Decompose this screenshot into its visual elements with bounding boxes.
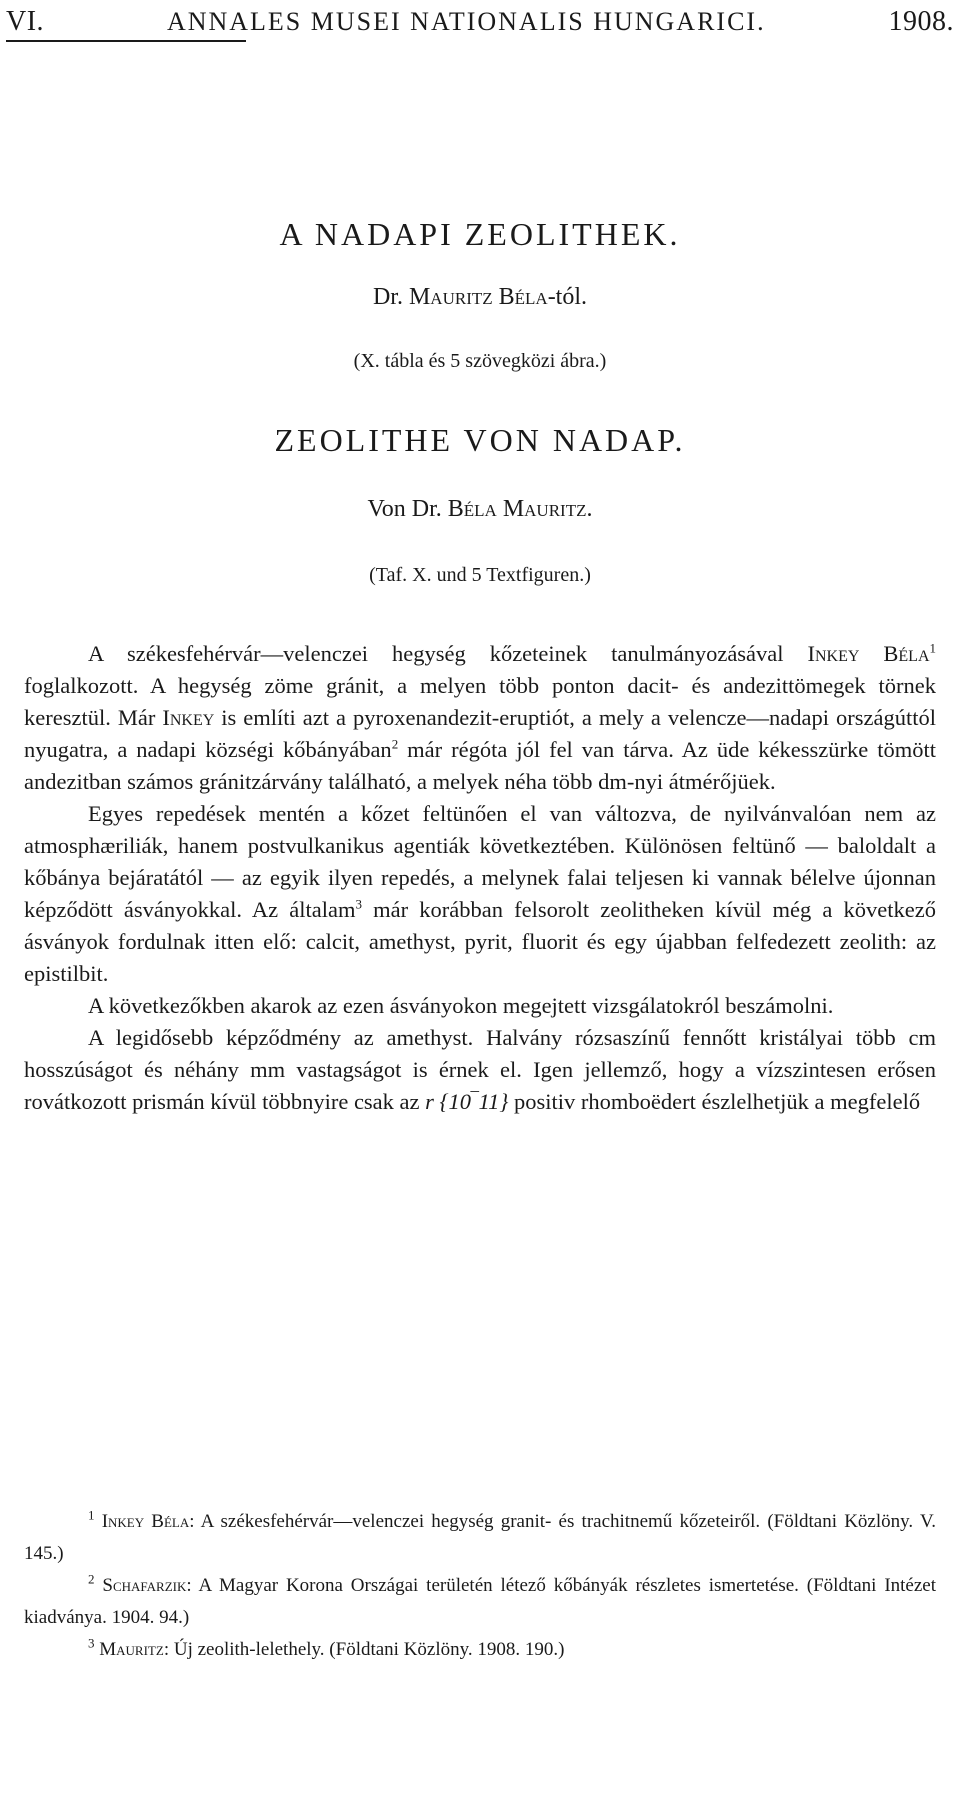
author-name-de: Béla Mauritz. <box>447 496 593 522</box>
year: 1908. <box>888 6 954 37</box>
author-prefix-hu: Dr. <box>372 284 403 310</box>
footnote: $^2$ Schafarzik: A Magyar Korona Országai területén létező kőbányák részletes ismertetése. (Földtani Intézet kiadványa. 1904. 94.) <box>24 1571 937 1628</box>
footnote: $^1$ Inkey Béla: A székesfehérvár—velenczei hegység granit- és trachitnemű kőzeteiről. (Földtani Közlöny. V. 145.) <box>24 1507 936 1564</box>
plate-note-de: (Taf. X. und 5 Textfiguren.) <box>369 564 591 586</box>
article-title-de: ZEOLITHE VON NADAP. <box>274 422 686 458</box>
footnotes <box>24 1506 936 1666</box>
footnote-ref: 2 <box>391 736 399 752</box>
paragraph: A legidősebb képződmény az amethyst. Halvány rózsaszínű fennőtt kristályai több cm hosszúságot és néhány mm vastagságot is érnek el. Igen jellemző, hogy a vízszintesen erősen rovátkozott prismán kívül többnyire csak az r {10‾11} positiv rhomboëdert észlelhetjük a megfelelő <box>24 1025 936 1114</box>
plate-note-hu: (X. tábla és 5 szövegközi ábra.) <box>353 350 607 372</box>
journal-title: ANNALES MUSEI NATIONALIS HUNGARICI. <box>166 7 766 36</box>
author-line-de <box>0 496 960 523</box>
author-line-hu <box>0 284 960 311</box>
author-reference: Inkey Béla <box>807 641 930 666</box>
author-prefix-de: Von Dr. <box>367 496 442 522</box>
article-title-hu: A NADAPI ZEOLITHEK. <box>279 216 681 252</box>
paragraph: Egyes repedések mentén a kőzet feltünően el van változva, de nyilvánvalóan nem az atmosphæriliák, hanem postvulkanikus agentiák következtében. Különösen feltünő — baloldalt a kőbánya bejáratától — az egyik ilyen repedés, a melynek falai teljesen ki vannak bélelve újonnan képződött ásványokkal. Az általam$^3$ már korábban felsorolt zeolitheken kívül még a következő ásványok fordulnak itten elő: calcit, amethyst, pyrit, fluorit és egy újabban felfedezett zeolith: az epistilbit. <box>24 801 936 986</box>
paragraph: A következőkben akarok az ezen ásványokon megejtett vizsgálatokról beszámolni. <box>88 993 834 1018</box>
footnote-ref: 3 <box>355 896 362 912</box>
author-reference: Inkey <box>162 705 215 730</box>
crystal-form: r {10‾11} <box>425 1089 509 1114</box>
paragraph: A székesfehérvár—velenczei hegység kőzeteinek tanulmányozásával Inkey Béla$^1$ foglalkozott. A hegység zöme gránit, a melyen több ponton dacit- és andezittömegek törnek keresztül. Már Inkey is említi azt a pyroxenandezit-eruptiót, a mely a velencze—nadapi országúttól nyugatra, a nadapi községi kőbányában$^2$ már régóta jól fel van tárva. Az üde kékesszürke tömött andezitban számos gránitzárvány található, a melyek néha több dm-nyi átmérőjüek. <box>24 640 936 794</box>
footnote: $^3$ Mauritz: Új zeolith-lelethely. (Földtani Közlöny. 1908. 190.) <box>88 1635 565 1660</box>
running-head <box>6 6 954 38</box>
author-suffix-hu: -tól. <box>547 284 588 310</box>
volume-number: VI. <box>6 6 45 37</box>
body-text <box>24 638 936 1118</box>
author-name-hu: Mauritz Béla <box>408 284 548 310</box>
header-rule <box>6 40 246 42</box>
footnote-ref: 1 <box>929 640 936 656</box>
